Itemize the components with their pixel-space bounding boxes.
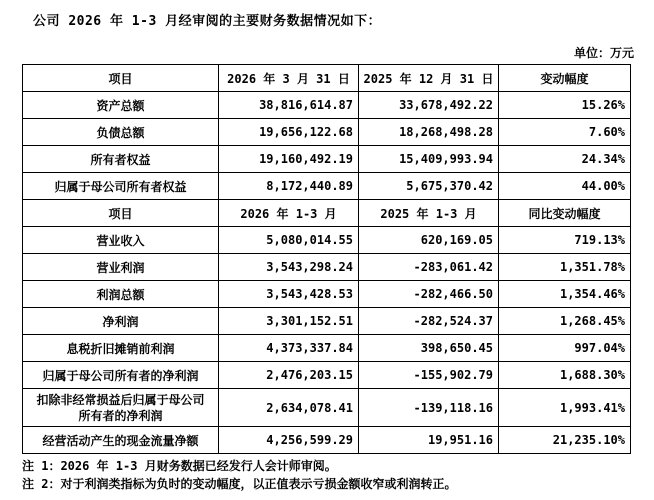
- header-change: 变动幅度: [499, 65, 631, 92]
- row-current: 3,543,428.53: [219, 281, 359, 308]
- row-prior: 5,675,370.42: [359, 173, 499, 200]
- table-row: [23, 227, 631, 254]
- row-prior: -282,524.37: [359, 308, 499, 335]
- row-change: 1,688.30%: [499, 362, 631, 389]
- table-row: [23, 308, 631, 335]
- row-change: 719.13%: [499, 227, 631, 254]
- header-current: 2026 年 3 月 31 日: [219, 65, 359, 92]
- table-row: [23, 92, 631, 119]
- table-row: [23, 427, 631, 454]
- header-current: 2026 年 1-3 月: [219, 200, 359, 227]
- row-change: 15.26%: [499, 92, 631, 119]
- row-item: 资产总额: [23, 92, 219, 119]
- footnote-2: 注 2：对于利润类指标为负时的变动幅度，以正值表示亏损金额收窄或利润转正。: [22, 477, 457, 491]
- row-current: 38,816,614.87: [219, 92, 359, 119]
- row-current: 8,172,440.89: [219, 173, 359, 200]
- row-item: 利润总额: [23, 281, 219, 308]
- row-item: 归属于母公司所有者权益: [23, 173, 219, 200]
- row-current: 2,476,203.15: [219, 362, 359, 389]
- income-header-row: [23, 200, 631, 227]
- row-item: 所有者权益: [23, 146, 219, 173]
- row-prior: 19,951.16: [359, 427, 499, 454]
- row-prior: -155,902.79: [359, 362, 499, 389]
- row-item: 息税折旧摊销前利润: [23, 335, 219, 362]
- footnote-1: 注 1：2026 年 1-3 月财务数据已经发行人会计师审阅。: [22, 459, 337, 473]
- row-change: 1,351.78%: [499, 254, 631, 281]
- row-item: 营业利润: [23, 254, 219, 281]
- row-prior: 33,678,492.22: [359, 92, 499, 119]
- row-prior: 18,268,498.28: [359, 119, 499, 146]
- row-item: 净利润: [23, 308, 219, 335]
- table-row: [23, 119, 631, 146]
- row-change: 1,993.41%: [499, 389, 631, 427]
- table-row: [23, 389, 631, 427]
- table-row: [23, 173, 631, 200]
- row-current: 2,634,078.41: [219, 389, 359, 427]
- financial-data-table: [22, 64, 631, 454]
- row-current: 3,543,298.24: [219, 254, 359, 281]
- table-row: [23, 362, 631, 389]
- row-current: 19,160,492.19: [219, 146, 359, 173]
- row-change: 44.00%: [499, 173, 631, 200]
- row-prior: -282,466.50: [359, 281, 499, 308]
- row-prior: 15,409,993.94: [359, 146, 499, 173]
- header-item: 项目: [23, 65, 219, 92]
- header-item: 项目: [23, 200, 219, 227]
- row-current: 19,656,122.68: [219, 119, 359, 146]
- unit-label: 单位：万元: [573, 46, 634, 60]
- table-row: [23, 146, 631, 173]
- table-row: [23, 254, 631, 281]
- row-prior: -283,061.42: [359, 254, 499, 281]
- table-row: [23, 281, 631, 308]
- header-prior: 2025 年 12 月 31 日: [359, 65, 499, 92]
- header-change: 同比变动幅度: [499, 200, 631, 227]
- row-item-line2: 所有者的净利润: [78, 408, 163, 423]
- intro-text: 公司 2026 年 1-3 月经审阅的主要财务数据情况如下：: [33, 14, 382, 29]
- row-change: 7.60%: [499, 119, 631, 146]
- row-item: 负债总额: [23, 119, 219, 146]
- row-prior: -139,118.16: [359, 389, 499, 427]
- row-item: [23, 389, 219, 427]
- header-prior: 2025 年 1-3 月: [359, 200, 499, 227]
- footnotes: [22, 457, 456, 493]
- table-row: [23, 335, 631, 362]
- row-prior: 620,169.05: [359, 227, 499, 254]
- balance-header-row: [23, 65, 631, 92]
- row-current: 4,373,337.84: [219, 335, 359, 362]
- row-change: 24.34%: [499, 146, 631, 173]
- row-change: 21,235.10%: [499, 427, 631, 454]
- row-item: 经营活动产生的现金流量净额: [23, 427, 219, 454]
- row-change: 1,268.45%: [499, 308, 631, 335]
- row-current: 4,256,599.29: [219, 427, 359, 454]
- row-current: 3,301,152.51: [219, 308, 359, 335]
- row-item-line1: 扣除非经常损益后归属于母公司: [36, 392, 205, 407]
- row-item: 归属于母公司所有者的净利润: [23, 362, 219, 389]
- row-change: 1,354.46%: [499, 281, 631, 308]
- row-current: 5,080,014.55: [219, 227, 359, 254]
- row-change: 997.04%: [499, 335, 631, 362]
- row-prior: 398,650.45: [359, 335, 499, 362]
- row-item: 营业收入: [23, 227, 219, 254]
